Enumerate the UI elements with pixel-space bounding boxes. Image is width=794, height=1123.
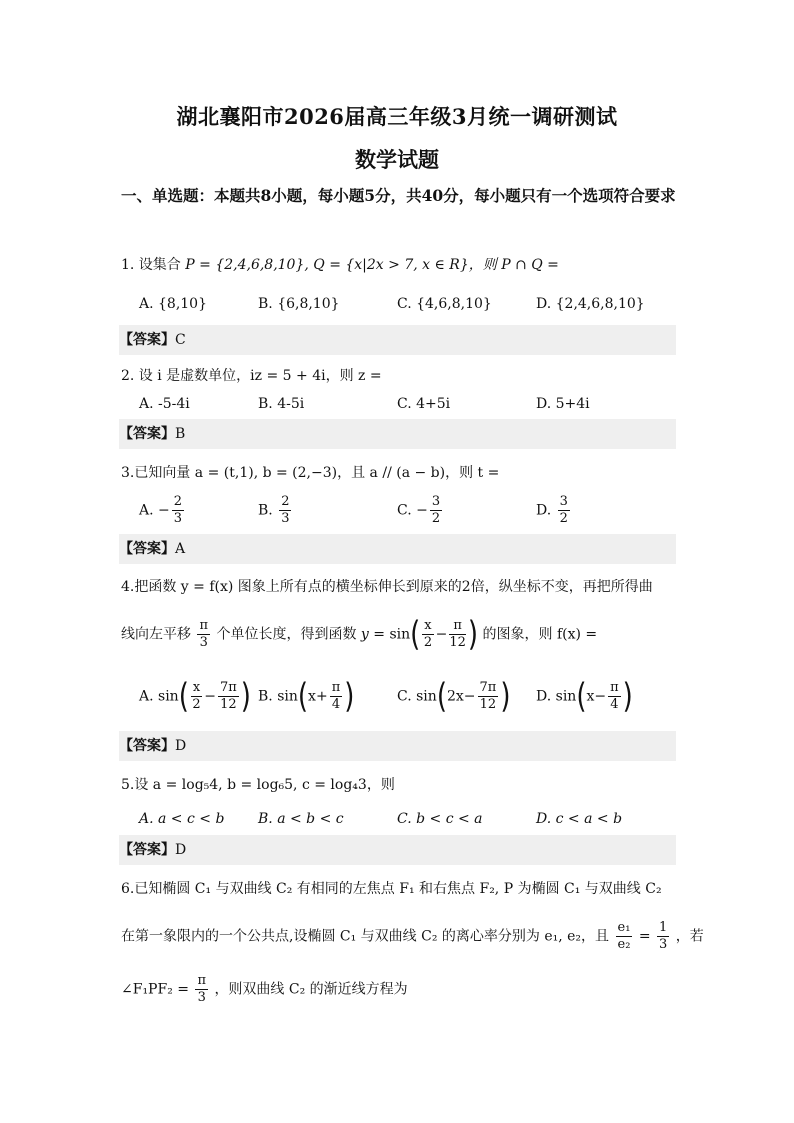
question-3: 3.已知向量 a = (t,1), b = (2,−3)，且 a // (a − b)，则 t = <box>121 465 500 481</box>
option-a: A. sin( $\frac{x}{2}$ − $\frac{7\pi}{12}$ ) <box>139 677 251 716</box>
answer-value: D <box>175 738 187 754</box>
option-a: A. -5-4i <box>139 396 190 412</box>
option-a: A. a < c < b <box>139 811 225 827</box>
answer-value: A <box>175 541 186 557</box>
question-1 <box>121 254 559 274</box>
question-6-line2: 在第一象限内的一个公共点,设椭圆 C₁ 与双曲线 C₂ 的离心率分别为 e₁, e₂，且 $\frac{\text{e₁}}{\text{e₂}}$ = $\frac{1}{3}$ ，若 <box>121 920 704 952</box>
answer-bar-2 <box>119 419 676 449</box>
answer-bar-5 <box>119 835 676 865</box>
answer-value: D <box>175 842 187 858</box>
option-c: C. {4,6,8,10} <box>397 296 492 312</box>
option-b: B. $\frac{2}{3}$ <box>258 494 290 526</box>
option-b: B. sin(x+ $\frac{\pi}{4}$ ) <box>258 677 355 716</box>
option-c: C. b < c < a <box>397 811 483 827</box>
option-c: C. 4+5i <box>397 396 451 412</box>
answer-label: 【答案】 <box>119 541 175 557</box>
option-a: A. − $\frac{2}{3}$ <box>139 494 183 526</box>
answer-bar-3 <box>119 534 676 564</box>
answer-label: 【答案】 <box>119 426 175 442</box>
option-d: D. $\frac{3}{2}$ <box>536 494 568 526</box>
page-title: 湖北襄阳市2026届高三年级3月统一调研测试 <box>176 104 618 129</box>
answer-value: C <box>175 332 186 348</box>
option-a: A. {8,10} <box>139 296 207 312</box>
option-b: B. 4-5i <box>258 396 305 412</box>
question-6-line1: 6.已知椭圆 C₁ 与双曲线 C₂ 有相同的左焦点 F₁ 和右焦点 F₂, P 为椭圆 C₁ 与双曲线 C₂ <box>121 881 662 897</box>
page-subtitle: 数学试题 <box>355 147 439 172</box>
option-d: D. 5+4i <box>536 396 590 412</box>
answer-bar-1 <box>119 325 676 355</box>
option-d: D. {2,4,6,8,10} <box>536 296 645 312</box>
answer-label: 【答案】 <box>119 842 175 858</box>
option-c: C. sin(2x− $\frac{7\pi}{12}$ ) <box>397 677 511 716</box>
option-d: D. sin(x− $\frac{\pi}{4}$ ) <box>536 677 633 716</box>
question-4-line2: 线向左平移 $\frac{\pi}{3}$ 个单位长度，得到函数 y = sin( $\frac{x}{2}$ − $\frac{\pi}{12}$ ) 的图象，则 f(x) = <box>121 615 598 654</box>
question-2: 2. 设 i 是虚数单位，iz = 5 + 4i，则 z = <box>121 368 382 384</box>
answer-label: 【答案】 <box>119 332 175 348</box>
option-b: B. {6,8,10} <box>258 296 340 312</box>
question-6-line3: ∠F₁PF₂ = $\frac{\pi}{3}$ ，则双曲线 C₂ 的渐近线方程为 <box>121 973 408 1005</box>
question-1-body: P = {2,4,6,8,10}, Q = {x|2x > 7, x ∈ R}，则 P ∩ Q = <box>185 257 559 273</box>
section-heading: 一、单选题：本题共8小题，每小题5分，共40分，每小题只有一个选项符合要求 <box>121 186 676 205</box>
answer-value: B <box>175 426 186 442</box>
answer-bar-4 <box>119 731 676 761</box>
answer-label: 【答案】 <box>119 738 175 754</box>
option-c: C. − $\frac{3}{2}$ <box>397 494 441 526</box>
question-5: 5.设 a = log₅4, b = log₆5, c = log₄3，则 <box>121 777 395 793</box>
question-4-line1: 4.把函数 y = f(x) 图象上所有点的横坐标伸长到原来的2倍，纵坐标不变，再把所得曲 <box>121 579 653 595</box>
option-b: B. a < b < c <box>258 811 344 827</box>
option-d: D. c < a < b <box>536 811 623 827</box>
question-1-prefix: 1. 设集合 <box>121 257 181 273</box>
